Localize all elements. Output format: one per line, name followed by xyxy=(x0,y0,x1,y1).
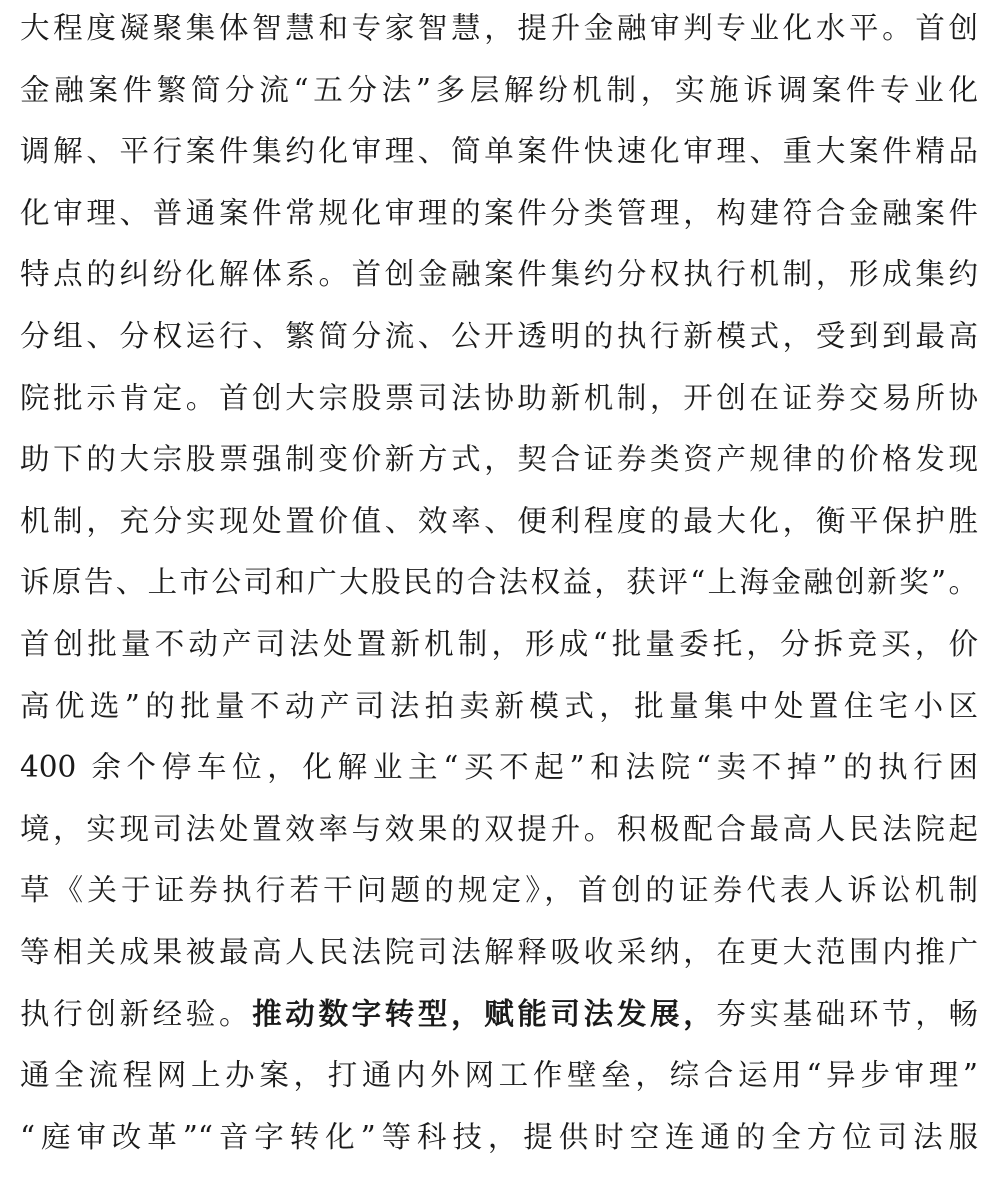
text-line-9: 机制，充分实现处置价值、效率、便利程度的最大化，衡平保护胜 xyxy=(20,503,978,538)
text-line-2: 金融案件繁简分流“五分法”多层解纷机制，实施诉调案件专业化 xyxy=(20,72,978,107)
text-line-18: 通全流程网上办案，打通内外网工作壁垒，综合运用“异步审理” xyxy=(20,1058,978,1093)
text-line-11: 首创批量不动产司法处置新机制，形成“批量委托，分拆竞买，价 xyxy=(20,626,978,661)
text-line-12: 高优选”的批量不动产司法拍卖新模式，批量集中处置住宅小区 xyxy=(20,688,978,723)
text-line-17 xyxy=(20,984,978,1046)
text-line-1: 大程度凝聚集体智慧和专家智慧，提升金融审判专业化水平。首创 xyxy=(20,11,978,45)
text-line-14: 境，实现司法处置效率与效果的双提升。积极配合最高人民法院起 xyxy=(20,811,978,846)
text-line-16: 等相关成果被最高人民法院司法解释吸收采纳，在更大范围内推广 xyxy=(20,934,978,969)
text-line-13: 400 余个停车位，化解业主“买不起”和法院“卖不掉”的执行困 xyxy=(20,750,978,785)
text-line-8: 助下的大宗股票强制变价新方式，契合证券类资产规律的价格发现 xyxy=(20,442,978,477)
text-line-10: 诉原告、上市公司和广大股民的合法权益，获评“上海金融创新奖”。 xyxy=(20,565,978,600)
text-line-5: 特点的纠纷化解体系。首创金融案件集约分权执行机制，形成集约 xyxy=(20,257,978,292)
text-line-15: 草《关于证券执行若干问题的规定》，首创的证券代表人诉讼机制 xyxy=(20,873,978,908)
text-line-3: 调解、平行案件集约化审理、简单案件快速化审理、重大案件精品 xyxy=(20,134,978,169)
text-line-4: 化审理、普通案件常规化审理的案件分类管理，构建符合金融案件 xyxy=(20,195,978,230)
line-17-before: 执行创新经验。 xyxy=(20,996,253,1031)
text-line-6: 分组、分权运行、繁简分流、公开透明的执行新模式，受到到最高 xyxy=(20,318,978,353)
line-17-after: 夯实基础环节，畅 xyxy=(716,996,978,1031)
bold-heading-phrase: 推动数字转型，赋能司法发展， xyxy=(252,996,717,1031)
text-line-19: “庭审改革”“音字转化”等科技，提供时空连通的全方位司法服 xyxy=(20,1119,978,1154)
text-line-7: 院批示肯定。首创大宗股票司法协助新机制，开创在证券交易所协 xyxy=(20,380,978,415)
